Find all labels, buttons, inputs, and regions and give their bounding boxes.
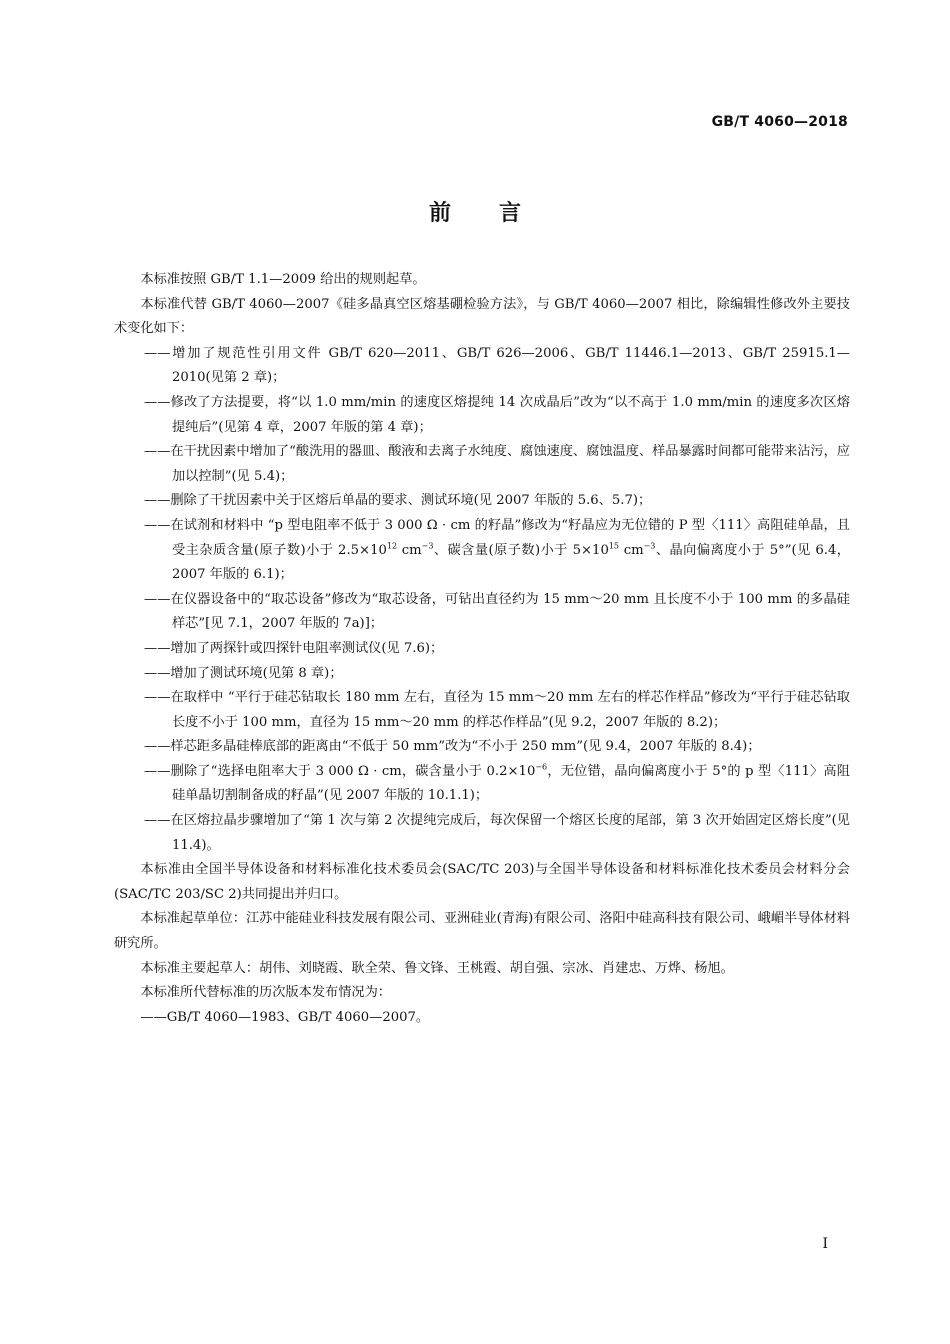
exponent: −3 (643, 541, 656, 551)
paragraph-proposer: 本标准由全国半导体设备和材料标准化技术委员会(SAC/TC 203)与全国半导体设备和材料标准化技术委员会材料分会(SAC/TC 203/SC 2)共同提出并归口。 (114, 862, 850, 902)
title-char-1: 前 (428, 201, 451, 226)
paragraph-replacement: 本标准代替 GB/T 4060—2007《硅多晶真空区熔基硼检验方法》，与 GB/T 4060—2007 相比，除编辑性修改外主要技术变化如下： (114, 296, 850, 337)
change-item: ——在干扰因素中增加了“酸洗用的器皿、酸液和去离子水纯度、腐蚀速度、腐蚀温度、样品暴露时间都可能带来沾污，应加以控制”(见 5.4)； (144, 444, 850, 484)
page-title (0, 196, 950, 227)
exponent: 12 (386, 541, 398, 551)
change-text: ，无位错，晶向偏离度小于 5°的 p 型〈111〉高阻硅单晶切割制备成的籽晶”(见 2007 年版的 10.1.1)； (172, 763, 850, 804)
title-char-2: 言 (499, 201, 522, 226)
change-item (114, 760, 850, 809)
change-item: ——增加了两探针或四探针电阻率测试仪(见 7.6)； (144, 640, 444, 656)
change-item: ——修改了方法提要，将“以 1.0 mm/min 的速度区熔提纯 14 次成晶后”改为“以不高于 1.0 mm/min 的速度多次区熔提纯后”(见第 4 章，2007 年版的第 4 章)； (144, 394, 850, 435)
change-text: cm (619, 542, 644, 558)
change-item: ——增加了测试环境(见第 8 章)； (144, 665, 343, 681)
change-text: 、碳含量(原子数)小于 5×10 (433, 542, 609, 558)
change-text: ——在试剂和材料中 “p 型电阻率不低于 3 000 Ω · cm 的籽晶”修改为“籽晶应为无位错的 P 型〈111〉高阻硅单晶，且受主杂质含量(原子数)小于 2.5×10 (144, 517, 850, 558)
change-text: ——删除了“选择电阻率大于 3 000 Ω · cm，碳含量小于 0.2×10 (144, 763, 536, 779)
paragraph-history-intro: 本标准所代替标准的历次版本发布情况为： (140, 985, 391, 1001)
standard-code: GB/T 4060—2018 (711, 114, 848, 130)
change-text: 、晶向偏离度小于 5°”(见 6.4，2007 年版的 6.1)； (172, 542, 850, 583)
change-text: cm (397, 542, 422, 558)
document-body (114, 268, 850, 1030)
change-item: ——在仪器设备中的“取芯设备”修改为“取芯设备，可钻出直径约为 15 mm～20 mm 且长度不小于 100 mm 的多晶硅样芯”[见 7.1，2007 年版的 7a)]； (144, 591, 850, 632)
page-number: I (822, 1236, 828, 1252)
change-item (114, 514, 850, 588)
exponent: −3 (421, 541, 434, 551)
change-item: ——在取样中 “平行于硅芯钻取长 180 mm 左右，直径为 15 mm～20 mm 左右的样芯作样品”修改为“平行于硅芯钻取长度不小于 100 mm，直径为 15 mm～20 mm 的样芯作样品”(见 9.2，2007 年版的 8.2)； (144, 690, 850, 730)
paragraph-drafters: 本标准主要起草人：胡伟、刘晓霞、耿全荣、鲁文锋、王桃霞、胡自强、宗冰、肖建忠、万烨、杨旭。 (140, 960, 734, 976)
change-item: ——增加了规范性引用文件 GB/T 620—2011、GB/T 626—2006、GB/T 11446.1—2013、GB/T 25915.1—2010(见第 2 章)； (144, 345, 850, 386)
change-item: ——样芯距多晶硅棒底部的距离由“不低于 50 mm”改为“不小于 250 mm”(见 9.4，2007 年版的 8.4)； (144, 739, 761, 755)
exponent: −6 (535, 762, 548, 772)
history-item: ——GB/T 4060—1983、GB/T 4060—2007。 (140, 1009, 430, 1025)
exponent: 15 (608, 541, 620, 551)
paragraph-drafting-rules: 本标准按照 GB/T 1.1—2009 给出的规则起草。 (140, 272, 426, 287)
change-item: ——删除了干扰因素中关于区熔后单晶的要求、测试环境(见 2007 年版的 5.6、5.7)； (144, 493, 652, 509)
paragraph-drafting-units: 本标准起草单位：江苏中能硅业科技发展有限公司、亚洲硅业(青海)有限公司、洛阳中硅高科技有限公司、峨嵋半导体材料研究所。 (114, 911, 850, 952)
change-item: ——在区熔拉晶步骤增加了“第 1 次与第 2 次提纯完成后，每次保留一个熔区长度的尾部，第 3 次开始固定区熔长度”(见 11.4)。 (144, 813, 850, 853)
